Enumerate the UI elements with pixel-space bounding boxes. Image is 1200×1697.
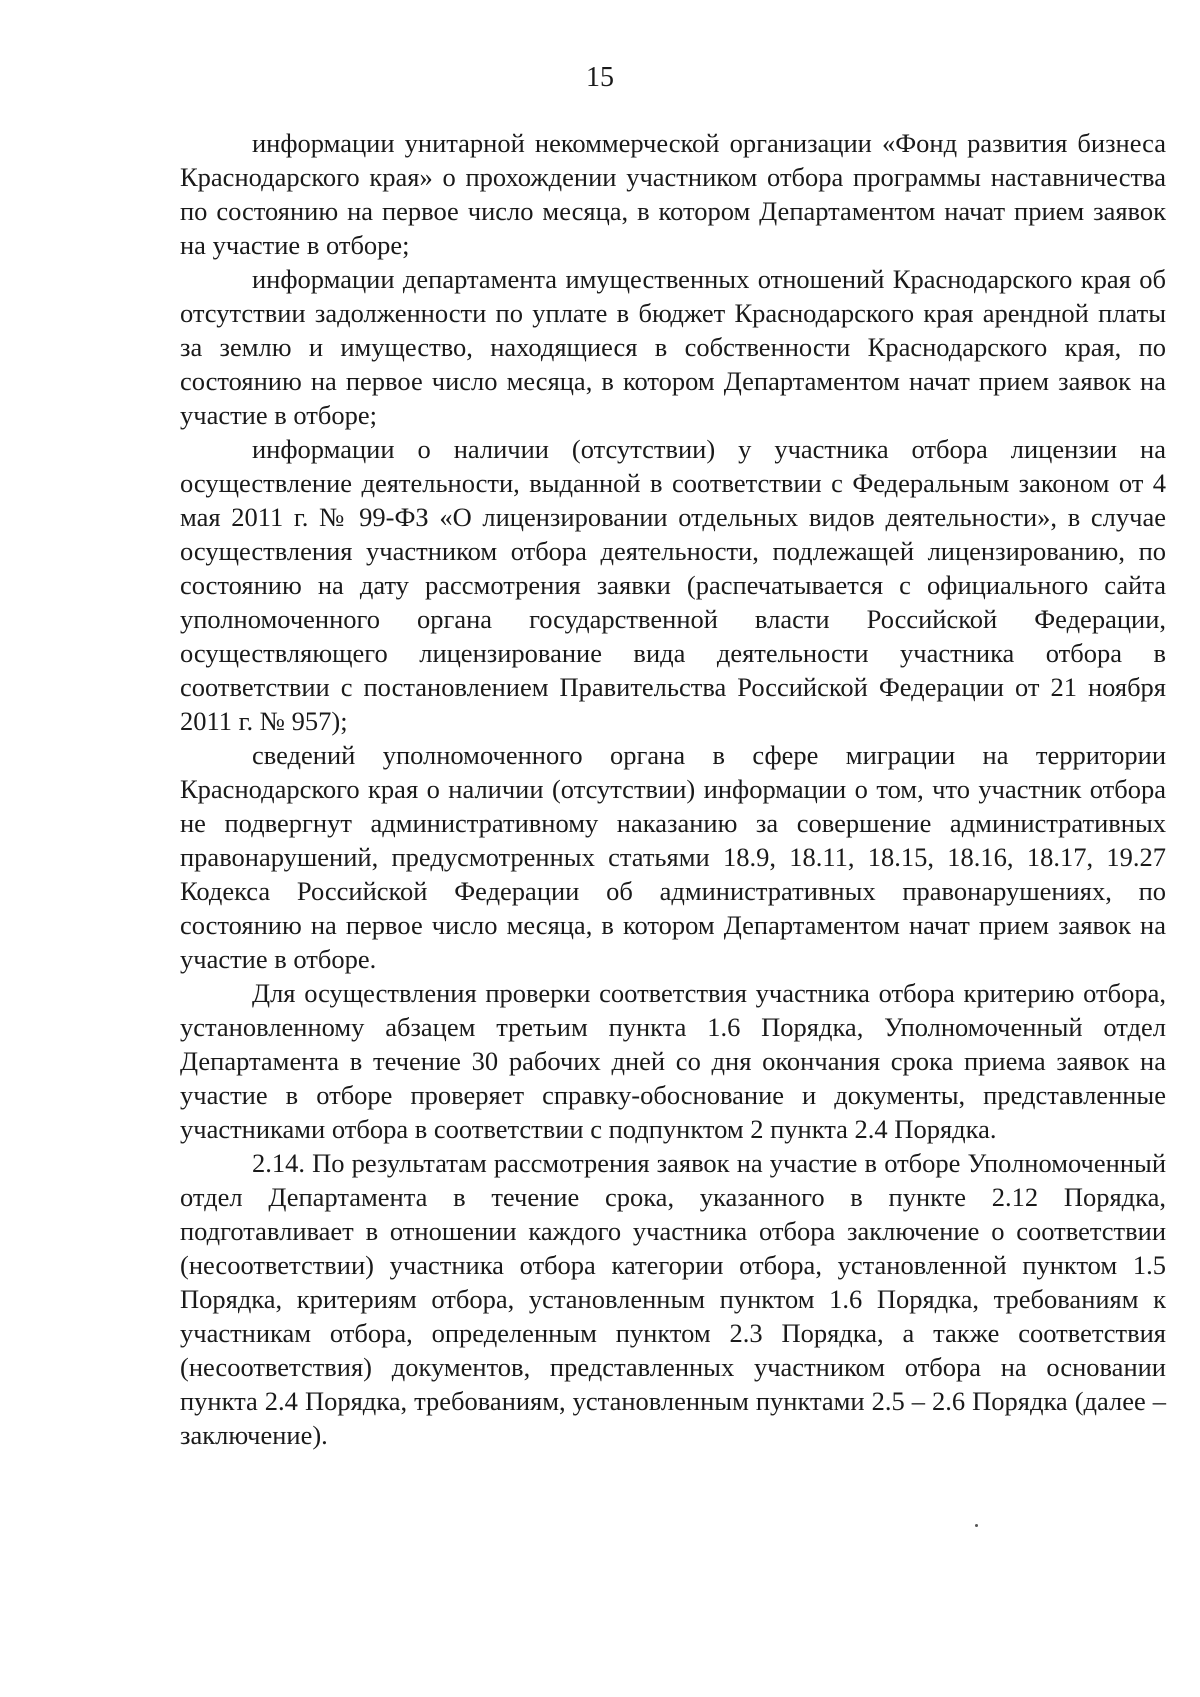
- paragraph-criteria-check: Для осуществления проверки соответствия участника отбора критерию отбора, установленному абзацем третьим пункта 1.6 Порядка, Уполномоченный отдел Департамента в течение 30 рабочих дней со дня окончания срока приема заявок на участие в отборе проверяет справку-обоснование и документы, представленные участниками отбора в соответствии с подпунктом 2 пункта 2.4 Порядка.: [180, 978, 1166, 1144]
- scan-dot-mark: [975, 1524, 978, 1527]
- paragraph-property-info: информации департамента имущественных отношений Краснодарского края об отсутствии задолженности по уплате в бюджет Краснодарского края арендной платы за землю и имущество, находящиеся в собственности Краснодарского края, по состоянию на первое число месяца, в котором Департаментом начат прием заявок на участие в отборе;: [180, 264, 1166, 430]
- paragraph-fund-info: информации унитарной некоммерческой организации «Фонд развития бизнеса Краснодарского края» о прохождении участником отбора программы наставничества по состоянию на первое число месяца, в котором Департаментом начат прием заявок на участие в отборе;: [180, 128, 1166, 260]
- document-body: [180, 126, 1166, 1452]
- paragraph-license-info: информации о наличии (отсутствии) у участника отбора лицензии на осуществление деятельности, выданной в соответствии с Федеральным законом от 4 мая 2011 г. № 99-ФЗ «О лицензировании отдельных видов деятельности», в случае осуществления участником отбора деятельности, подлежащей лицензированию, по состоянию на дату рассмотрения заявки (распечатывается с официального сайта уполномоченного органа государственной власти Российской Федерации, осуществляющего лицензирование вида деятельности участника отбора в соответствии с постановлением Правительства Российской Федерации от 21 ноября 2011 г. № 957);: [180, 434, 1166, 736]
- paragraph-migration-info: сведений уполномоченного органа в сфере миграции на территории Краснодарского края о наличии (отсутствии) информации о том, что участник отбора не подвергнут административному наказанию за совершение административных правонарушений, предусмотренных статьями 18.9, 18.11, 18.15, 18.16, 18.17, 19.27 Кодекса Российской Федерации об административных правонарушениях, по состоянию на первое число месяца, в котором Департаментом начат прием заявок на участие в отборе.: [180, 740, 1166, 974]
- paragraph-2-14: 2.14. По результатам рассмотрения заявок на участие в отборе Уполномоченный отдел Департамента в течение срока, указанного в пункте 2.12 Порядка, подготавливает в отношении каждого участника отбора заключение о соответствии (несоответствии) участника отбора категории отбора, установленной пунктом 1.5 Порядка, критериям отбора, установленным пунктом 1.6 Порядка, требованиям к участникам отбора, определенным пунктом 2.3 Порядка, а также соответствия (несоответствия) документов, представленных участником отбора на основании пункта 2.4 Порядка, требованиям, установленным пунктами 2.5 – 2.6 Порядка (далее – заключение).: [180, 1148, 1166, 1450]
- page-number: 15: [586, 62, 614, 93]
